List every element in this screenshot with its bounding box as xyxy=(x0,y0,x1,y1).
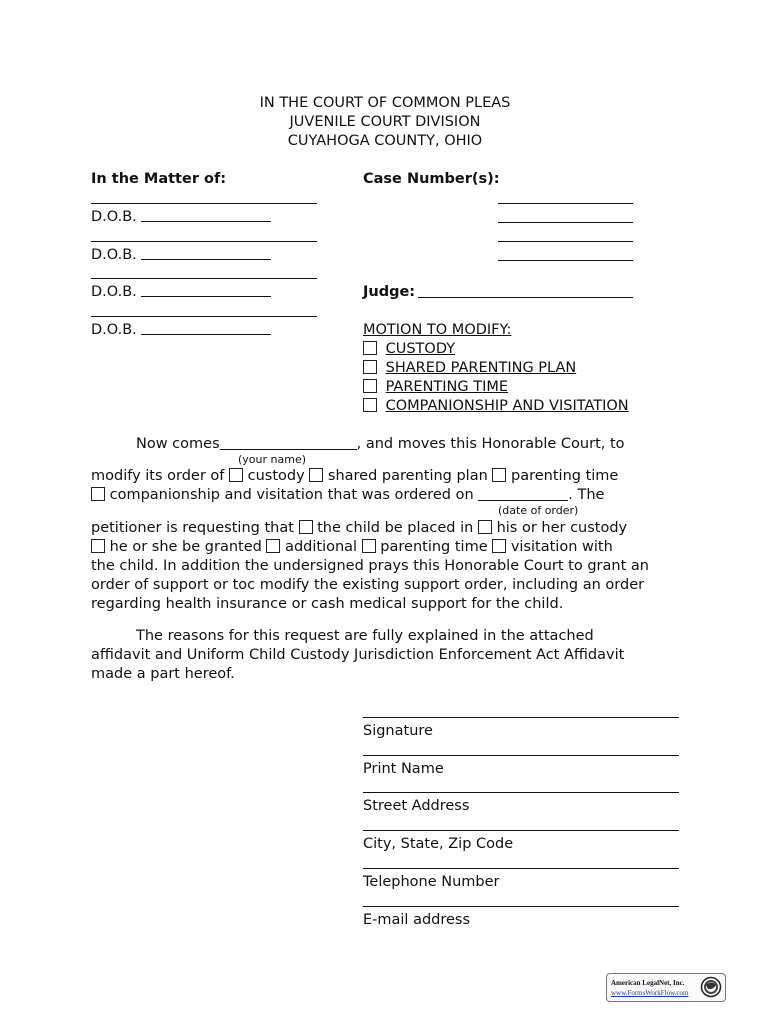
moves-text: , and moves this Honorable Court, to xyxy=(356,436,625,452)
court-county: CUYAHOGA COUNTY, OHIO xyxy=(287,133,483,149)
body-line-2 xyxy=(91,467,618,486)
shared-plan-text: shared parenting plan xyxy=(327,468,488,484)
judge-label: Judge: xyxy=(363,284,416,300)
case-number-line-3[interactable] xyxy=(498,241,633,242)
dob-label-4: D.O.B. xyxy=(91,322,137,338)
date-of-order-field[interactable] xyxy=(478,486,568,501)
dob-label-2: D.O.B. xyxy=(91,247,137,263)
court-division: JUVENILE COURT DIVISION xyxy=(289,114,481,130)
dob-line-3[interactable] xyxy=(141,296,271,297)
dob-line-4[interactable] xyxy=(141,334,271,335)
motion-title: MOTION TO MODIFY: xyxy=(363,322,512,338)
reasons-line-3: made a part hereof. xyxy=(91,666,235,682)
publisher-name: American LegalNet, Inc. xyxy=(611,979,685,987)
option-label: CUSTODY xyxy=(385,341,456,357)
matter-label: In the Matter of: xyxy=(91,171,227,187)
email-label: E-mail address xyxy=(363,912,471,928)
your-name-hint: (your name) xyxy=(238,453,307,466)
parenting-time-order-checkbox[interactable] xyxy=(492,468,506,482)
parenting-time-grant-checkbox[interactable] xyxy=(362,539,376,553)
matter-name-line-1[interactable] xyxy=(91,203,317,204)
publisher-logo-icon xyxy=(700,976,722,998)
court-name: IN THE COURT OF COMMON PLEAS xyxy=(259,95,511,111)
print-name-line[interactable] xyxy=(363,755,679,756)
the-text: . The xyxy=(568,487,605,503)
motion-option-parenting-time[interactable] xyxy=(363,378,508,397)
motion-option-custody[interactable] xyxy=(363,340,455,359)
body-line-7: order of support or toc modify the existing support order, including an order xyxy=(91,577,645,593)
case-number-label: Case Number(s): xyxy=(363,171,500,187)
shared-parenting-checkbox[interactable] xyxy=(363,360,377,374)
now-comes-text: Now comes xyxy=(136,436,220,452)
body-line-5 xyxy=(91,538,613,557)
granted-text: he or she be granted xyxy=(109,539,262,555)
publisher-badge xyxy=(606,973,726,1002)
dob-line-2[interactable] xyxy=(141,259,271,260)
order-text: modify its order of xyxy=(91,468,225,484)
matter-name-line-3[interactable] xyxy=(91,278,317,279)
shared-plan-order-checkbox[interactable] xyxy=(309,468,323,482)
body-line-4 xyxy=(91,519,627,538)
city-state-zip-line[interactable] xyxy=(363,830,679,831)
child-placed-checkbox[interactable] xyxy=(299,520,313,534)
publisher-url[interactable]: www.FormsWorkFlow.com xyxy=(611,989,689,997)
granted-checkbox[interactable] xyxy=(91,539,105,553)
parenting-time-grant-text: parenting time xyxy=(380,539,488,555)
custody-checkbox[interactable] xyxy=(363,341,377,355)
date-of-order-hint: (date of order) xyxy=(498,504,579,517)
visitation-text: visitation with xyxy=(510,539,613,555)
street-address-line[interactable] xyxy=(363,792,679,793)
parenting-time-checkbox[interactable] xyxy=(363,379,377,393)
body-line-3 xyxy=(91,486,604,505)
companionship-order-checkbox[interactable] xyxy=(91,487,105,501)
motion-option-companionship[interactable] xyxy=(363,397,629,416)
dob-label-3: D.O.B. xyxy=(91,284,137,300)
body-line-8: regarding health insurance or cash medical support for the child. xyxy=(91,596,564,612)
visitation-checkbox[interactable] xyxy=(492,539,506,553)
additional-text: additional xyxy=(285,539,358,555)
companionship-checkbox[interactable] xyxy=(363,398,377,412)
requesting-text: petitioner is requesting that xyxy=(91,520,294,536)
option-label: SHARED PARENTING PLAN xyxy=(385,360,577,376)
custody-text: custody xyxy=(247,468,305,484)
city-state-zip-label: City, State, Zip Code xyxy=(363,836,514,852)
body-line-1 xyxy=(136,435,625,454)
case-number-line-4[interactable] xyxy=(498,260,633,261)
street-address-label: Street Address xyxy=(363,798,470,814)
case-number-line-1[interactable] xyxy=(498,203,633,204)
companionship-text: companionship and visitation that was ordered on xyxy=(109,487,474,503)
matter-name-line-2[interactable] xyxy=(91,241,317,242)
case-number-line-2[interactable] xyxy=(498,222,633,223)
signature-line[interactable] xyxy=(363,717,679,718)
dob-line-1[interactable] xyxy=(141,221,271,222)
custody-order-checkbox[interactable] xyxy=(229,468,243,482)
reasons-line-1: The reasons for this request are fully explained in the attached xyxy=(136,628,594,644)
telephone-label: Telephone Number xyxy=(363,874,500,890)
your-name-field[interactable] xyxy=(220,435,357,450)
judge-line[interactable] xyxy=(418,297,633,298)
body-line-6: the child. In addition the undersigned prays this Honorable Court to grant an xyxy=(91,558,649,574)
print-name-label: Print Name xyxy=(363,761,444,777)
signature-label: Signature xyxy=(363,723,433,739)
parenting-time-text: parenting time xyxy=(511,468,619,484)
matter-name-line-4[interactable] xyxy=(91,316,317,317)
email-line[interactable] xyxy=(363,906,679,907)
dob-label-1: D.O.B. xyxy=(91,209,137,225)
telephone-line[interactable] xyxy=(363,868,679,869)
option-label: PARENTING TIME xyxy=(385,379,509,395)
reasons-line-2: affidavit and Uniform Child Custody Jurisdiction Enforcement Act Affidavit xyxy=(91,647,625,663)
child-placed-text: the child be placed in xyxy=(317,520,474,536)
his-her-custody-checkbox[interactable] xyxy=(478,520,492,534)
additional-checkbox[interactable] xyxy=(266,539,280,553)
motion-option-shared-parenting[interactable] xyxy=(363,359,576,378)
his-her-custody-text: his or her custody xyxy=(496,520,628,536)
option-label: COMPANIONSHIP AND VISITATION xyxy=(385,398,629,414)
